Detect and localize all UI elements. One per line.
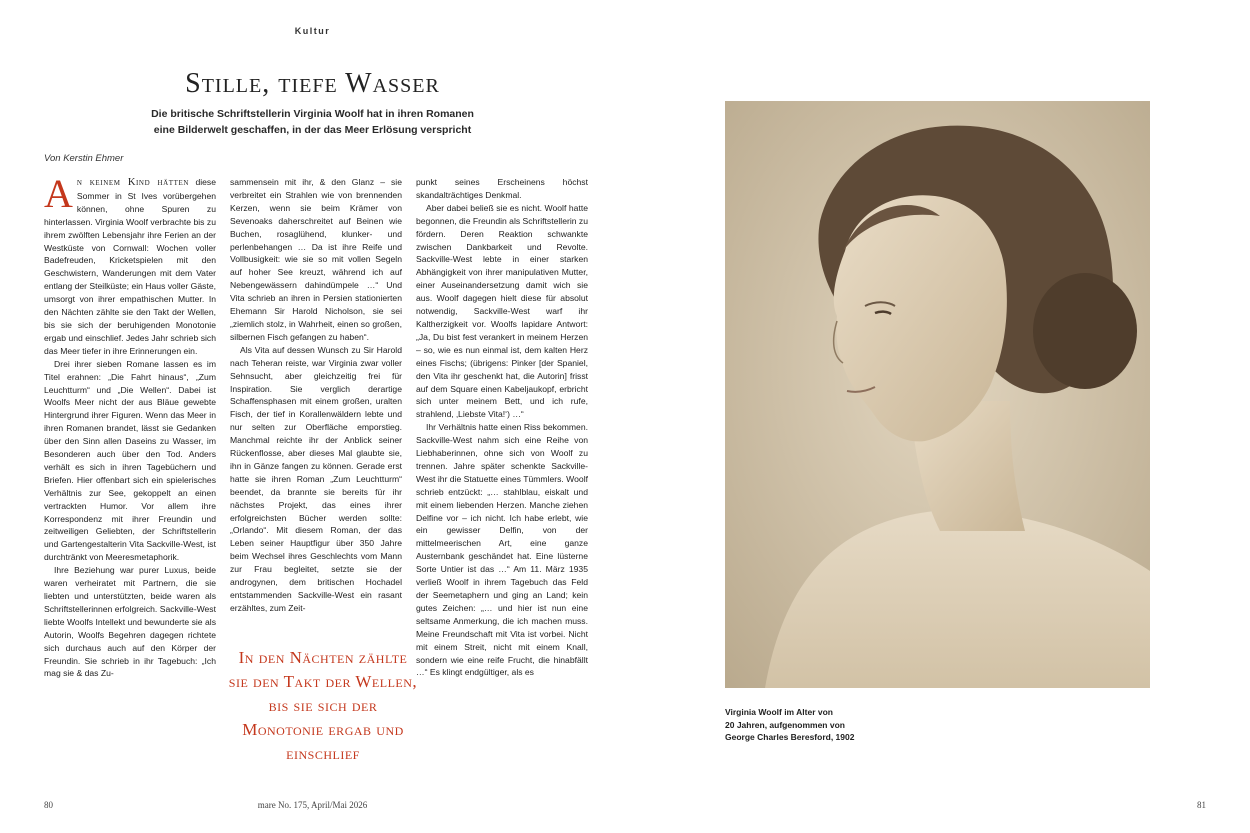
paragraph: punkt seines Erscheinens höchst skandalträchtiges Denkmal. bbox=[416, 177, 588, 200]
byline: Von Kerstin Ehmer bbox=[44, 153, 124, 164]
paragraph: Aber dabei beließ sie es nicht. Woolf hatte begonnen, die Freundin als Schriftstellerin zu fördern. Deren Reaktion schwankte zwischen Dankbarkeit und Revolte. Sackville-West lebte in einer starken Abhängigkeit von ihrer manipulativen Mutter, einer Auseinandersetzung damit wich sie aus. Woolf dagegen hielt diese für absolut notwendig, Sackville-West warf ihr Kaltherzigkeit vor. Woolfs lapidare Antwort: „Ja, Du bist fest verankert in meinem Herzen – so, wie es nun einmal ist, dem kalten Herz eines Fischs; (übrigens: Pinker [der Spaniel, den Vita ihr geschenkt hat, die Autorin] frisst auf dem Square einen Kabeljaukopf, erbricht sich unter meinem Bett, und ich rufe, strahlend, ‚Liebste Vita!‘) …“ bbox=[416, 202, 588, 420]
page-number-left: 80 bbox=[44, 800, 53, 810]
photo-caption bbox=[725, 706, 854, 744]
portrait-illustration bbox=[725, 101, 1150, 688]
paragraph: sammensein mit ihr, & den Glanz – sie verbreitet ein Strahlen wie von brennenden Kerzen, wenn sie beim Krämer von Sevenoaks daherschreitet auf Beinen wie Buchen, rosaglühend, klunker- und perlenbehangen … Da ist ihre Reife und Vollbusigkeit: wie sie so mit vollen Segeln auf hoher See kreuzt, während ich auf Nebengewässern dahindümpele …“ Und Vita schrieb an ihren in Persien stationierten Ehemann Sir Harold Nicholson, sie sei „ziemlich stolz, in Wahrheit, einen so großen, silbernen Fisch gefangen zu haben“. bbox=[230, 177, 402, 342]
paragraph: Drei ihrer sieben Romane lassen es im Titel erahnen: „Die Fahrt hinaus“, „Zum Leuchtturm“ und „Die Wellen“. Dabei ist Woolfs Meer nicht der aus Bläue gewebte Hintergrund ihrer Figuren. Wenn das Meer in ihren Romanen brandet, lässt sie Gedanken über den Sinn allen Daseins zu Wasser, im Besonderen auch über den Tod. Anders verhält es sich in ihren Tagebüchern und Briefen. Hier offenbart sich ein spielerisches Verhältnis zur See, gekoppelt an einen vertrackten Humor. Vor allem ihre Korrespondenz mit ihrer Freundin und zeitweiligen Geliebten, der Schriftstellerin und Gartengestalterin Vita Sackville-West, ist durchtränkt von Meeresmetaphorik. bbox=[44, 358, 216, 563]
article-headline: Stille, tiefe Wasser bbox=[185, 68, 440, 99]
paragraph: Ihre Beziehung war purer Luxus, beide waren verheiratet mit Partnern, die sie liebten und unterstützten, beide waren als Schriftstellerinnen erfolgreich. Sackville-West liebte Woolfs Intellekt und bewunderte sie als Autorin, Woolfs Begehren dagegen richtete sich durchaus auch auf den Körper der Freundin. Sie schrieb in ihr Tagebuch: „Ich mag sie & das Zu- bbox=[44, 565, 216, 679]
paragraph: diese Sommer in St Ives vorübergehen können, ohne Spuren zu hinterlassen. Virginia Woolf verbrachte bis zu ihrem zwölften Lebensjahr ihre Ferien an der Westküste von Cornwall: Wochen voller Badefreuden, Kricketspielen mit den Geschwistern, Wanderungen mit dem Vater entlang der Steilküste; ein Haus voller Gäste, umsorgt von ihrer empathischen Mutter. In den Nächten zählte sie den Takt der Wellen, bis sie sich der beruhigenden Monotonie ergab und einschlief. Jedes Jahr schrieb sich das Meer tiefer in ihre Erinnerungen ein. bbox=[44, 177, 216, 356]
lead-paragraph bbox=[44, 176, 216, 358]
text-column-3 bbox=[416, 176, 588, 696]
portrait-photo bbox=[725, 101, 1150, 688]
page-number-right: 81 bbox=[1197, 800, 1206, 810]
article-subline bbox=[95, 107, 530, 138]
drop-cap: A bbox=[44, 176, 73, 216]
subline-line-2: eine Bilderwelt geschaffen, in der das Meer Erlösung verspricht bbox=[153, 123, 472, 136]
subline-line-1: Die britische Schriftstellerin Virginia Woolf hat in ihren Romanen bbox=[151, 108, 474, 120]
caption-line-2: 20 Jahren, aufgenommen von bbox=[725, 719, 845, 730]
caption-line-3: George Charles Beresford, 1902 bbox=[725, 732, 855, 742]
paragraph: Als Vita auf dessen Wunsch zu Sir Harold nach Teheran reiste, war Virginia zwar voller Sehnsucht, aber gleichzeitig frei für Inspiration. Sie verglich derartige Schaffensphasen mit einem großen, uralten Fisch, der tief in Korallenwäldern lebte und nur selten zur Oberfläche emporstieg. Manchmal reichte ihr der Anblick seiner Rückenflosse, aber dieses Mal glaubte sie, ihn in Gänze fangen zu können. Gerade erst hatte sie ihren Roman „Zum Leuchtturm“ beendet, da brannte sie bereits für ihr nächstes Projekt, das eines ihrer erfolgreichsten Bücher werden sollte: „Orlando“. Mit diesem Roman, der das Leben seiner Hauptfigur über 350 Jahre beim Wechsel ihres Geschlechts vom Mann zur Frau begleitet, setzte sie der androgynen, dem britischen Hochadel entstammenden Sackville-West ein rasant erzähltes, zum Zeit- bbox=[230, 344, 402, 613]
caption-line-1: Virginia Woolf im Alter von bbox=[725, 707, 833, 717]
lead-in-caps: n keinem Kind hätten bbox=[76, 177, 190, 188]
section-label: Kultur bbox=[294, 26, 331, 36]
issue-info: mare No. 175, April/Mai 2026 bbox=[257, 800, 368, 810]
paragraph: Ihr Verhältnis hatte einen Riss bekommen. Sackville-West nahm sich eine Reihe von Liebhaberinnen, ohne sich von Woolf zu trennen. Jahre später schenkte Sackville-West ihr die Statuette eines Tümmlers. Woolf schrieb entzückt: „… stahlblau, eiskalt und mit einem liebenden Herzen. Manche ziehen Delfine vor – ich nicht. Ich habe erlebt, wie ein gewisser Delfin, von der mittelmeerischen Art, eine ganze Austernbank geschändet hat. Eine lüsterne Sorte Untier ist das …“ Am 11. März 1935 verließ Woolf in ihrem Tagebuch das Feld der Seemetaphern und ging an Land; kein gutes Zeichen: „… und hier ist nun eine seltsame Anmerkung, die ich machen muss. Meine Freundschaft mit Vita ist vorbei. Nicht mit einem Streit, nicht mit einem Knall, sondern wie eine reife Frucht, die hinabfällt …“ Es klingt endgültiger, als es bbox=[416, 422, 588, 678]
text-column-2 bbox=[230, 176, 402, 616]
right-page bbox=[625, 0, 1250, 833]
text-column-1 bbox=[44, 176, 216, 696]
pull-quote: In den Nächten zählte sie den Takt der Wellen, bis sie sich der Monotonie ergab und einschlief bbox=[228, 648, 418, 763]
